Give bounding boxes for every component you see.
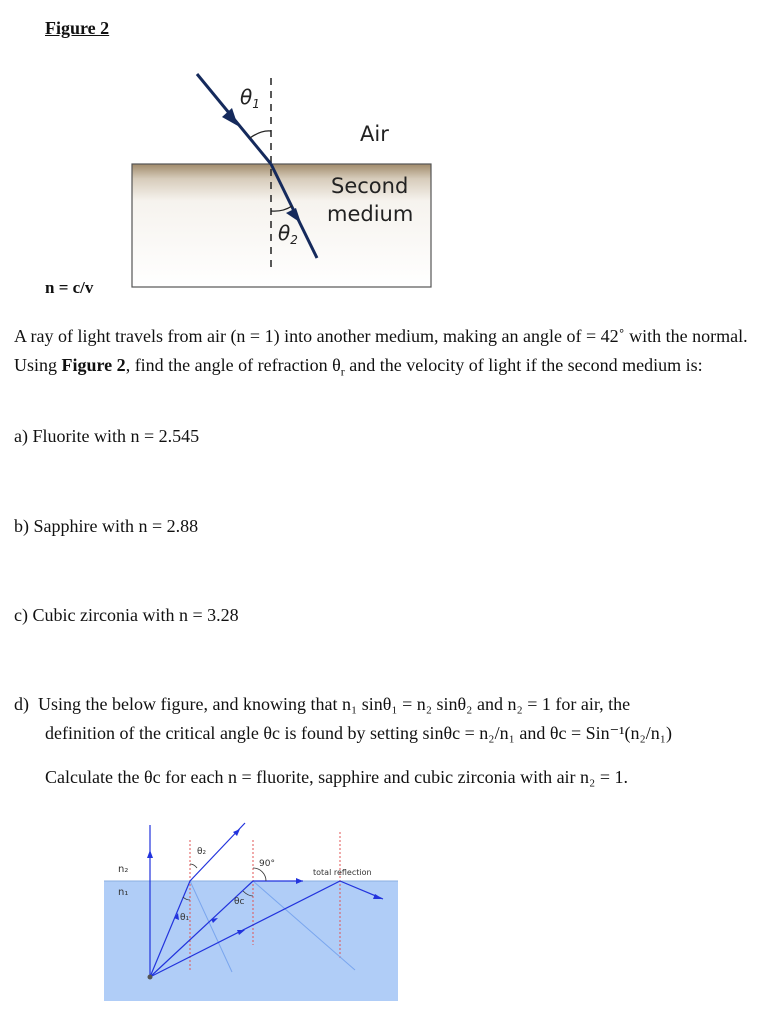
thetac-small-label: θc	[234, 897, 245, 907]
question-paragraph	[14, 322, 759, 386]
theta1-label: $\theta_1$	[240, 85, 260, 111]
question-text-before: A ray of light travels from air (n = 1) into another medium, making an angle of = 42˚ with the normal. Using	[14, 326, 748, 375]
critical-angle-diagram	[100, 820, 400, 1005]
figure-2-refraction-diagram	[120, 60, 440, 295]
figure-reference: Figure 2	[61, 354, 126, 375]
theta1-small-label: θ₁	[180, 913, 190, 923]
n1-label: n₁	[118, 887, 129, 898]
question-text-end: and the velocity of light if the second medium is:	[344, 354, 703, 375]
figure-title: Figure 2	[45, 18, 110, 38]
second-medium-label-line2: medium	[327, 202, 414, 226]
part-b-sapphire: b) Sapphire with n = 2.88	[14, 516, 199, 536]
air-label: Air	[360, 122, 389, 146]
part-d-line1: Using the below figure, and knowing that n₁ sinθ₁ = n₂ sinθ₂ and n₂ = 1 for air, the	[38, 694, 631, 714]
arrowhead-vertical	[147, 850, 153, 858]
part-d-label: d)	[14, 694, 29, 714]
part-d-line2: definition of the critical angle θc is found by setting sinθc = n₂/n₁ and θc = Sin⁻¹(n₂/n₁)	[45, 722, 673, 743]
question-text-after: , find the angle of refraction θ	[125, 354, 341, 375]
second-medium-label-line1: Second	[331, 174, 409, 198]
part-a-fluorite: a) Fluorite with n = 2.545	[14, 426, 200, 446]
theta2-arc	[190, 864, 197, 868]
part-c-cubic-zirconia: c) Cubic zirconia with n = 3.28	[14, 605, 239, 625]
light-source-point	[148, 975, 153, 980]
part-d-critical-angle	[14, 690, 759, 792]
ninety-degree-arc	[253, 868, 266, 881]
ninety-degree-label: 90°	[259, 859, 275, 869]
theta2-small-label: θ₂	[197, 847, 207, 857]
theta1-arc	[250, 131, 271, 138]
velocity-formula: n = c/v	[45, 278, 94, 297]
total-reflection-label: total reflection	[313, 868, 372, 877]
theta-r-subscript: r	[340, 364, 345, 379]
water-region	[104, 881, 398, 1001]
theta2-label: $\theta_2$	[278, 221, 298, 247]
n2-label: n₂	[118, 864, 129, 875]
incident-arrowhead	[222, 108, 238, 126]
part-d-line3: Calculate the θc for each n = fluorite, sapphire and cubic zirconia with air n₂ = 1.	[45, 767, 628, 787]
